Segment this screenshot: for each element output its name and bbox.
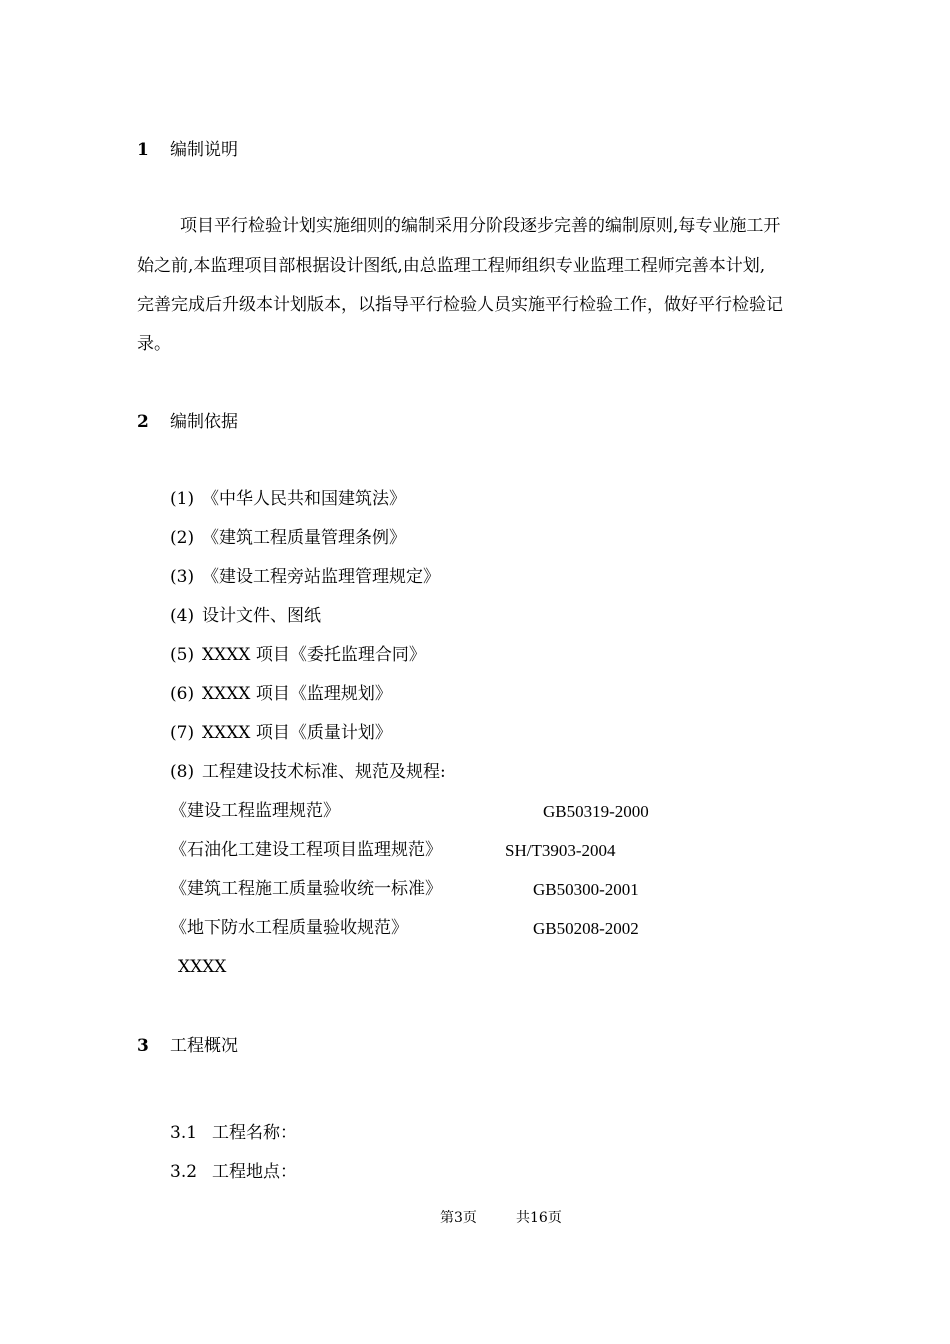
standard-name-2: 《石油化工建设工程项目监理规范》 xyxy=(170,840,442,860)
footer-page-number: 第3页 xyxy=(440,1210,477,1226)
section-2-number: 2 xyxy=(137,412,149,432)
basis-item-8: (8) 工程建设技术标准、规范及规程: xyxy=(170,762,446,782)
standard-name-4: 《地下防水工程质量验收规范》 xyxy=(170,918,408,938)
subsection-3-1: 3.1 工程名称： xyxy=(170,1123,297,1143)
basis-item-2: (2) 《建筑工程质量管理条例》 xyxy=(170,528,406,548)
standard-code-2: SH/T3903-2004 xyxy=(505,841,616,860)
standard-code-1: GB50319-2000 xyxy=(543,802,649,821)
intro-line-2: 始之前,本监理项目部根据设计图纸,由总监理工程师组织专业监理工程师完善本计划, xyxy=(137,256,766,276)
intro-line-1: 项目平行检验计划实施细则的编制采用分阶段逐步完善的编制原则,每专业施工开 xyxy=(180,216,781,236)
standards-more: XXXX xyxy=(178,957,227,977)
footer-total-pages: 共16页 xyxy=(516,1210,562,1226)
section-1-title: 编制说明 xyxy=(170,140,238,160)
standard-code-3: GB50300-2001 xyxy=(533,880,639,899)
basis-item-6: (6) XXXX 项目《监理规划》 xyxy=(170,684,392,704)
subsection-3-2: 3.2 工程地点： xyxy=(170,1162,297,1182)
section-3-title: 工程概况 xyxy=(170,1036,238,1056)
basis-item-1: (1) 《中华人民共和国建筑法》 xyxy=(170,489,406,509)
basis-item-3: (3) 《建设工程旁站监理管理规定》 xyxy=(170,567,440,587)
basis-item-7: (7) XXXX 项目《质量计划》 xyxy=(170,723,392,743)
intro-line-4: 录。 xyxy=(137,334,171,354)
standard-code-4: GB50208-2002 xyxy=(533,919,639,938)
section-3-number: 3 xyxy=(137,1036,149,1056)
standard-name-1: 《建设工程监理规范》 xyxy=(170,801,340,821)
intro-line-3: 完善完成后升级本计划版本，以指导平行检验人员实施平行检验工作，做好平行检验记 xyxy=(137,295,783,315)
standard-name-3: 《建筑工程施工质量验收统一标准》 xyxy=(170,879,442,899)
basis-item-4: (4) 设计文件、图纸 xyxy=(170,606,321,626)
section-2-title: 编制依据 xyxy=(170,412,238,432)
section-1-number: 1 xyxy=(137,140,149,160)
basis-item-5: (5) XXXX 项目《委托监理合同》 xyxy=(170,645,426,665)
